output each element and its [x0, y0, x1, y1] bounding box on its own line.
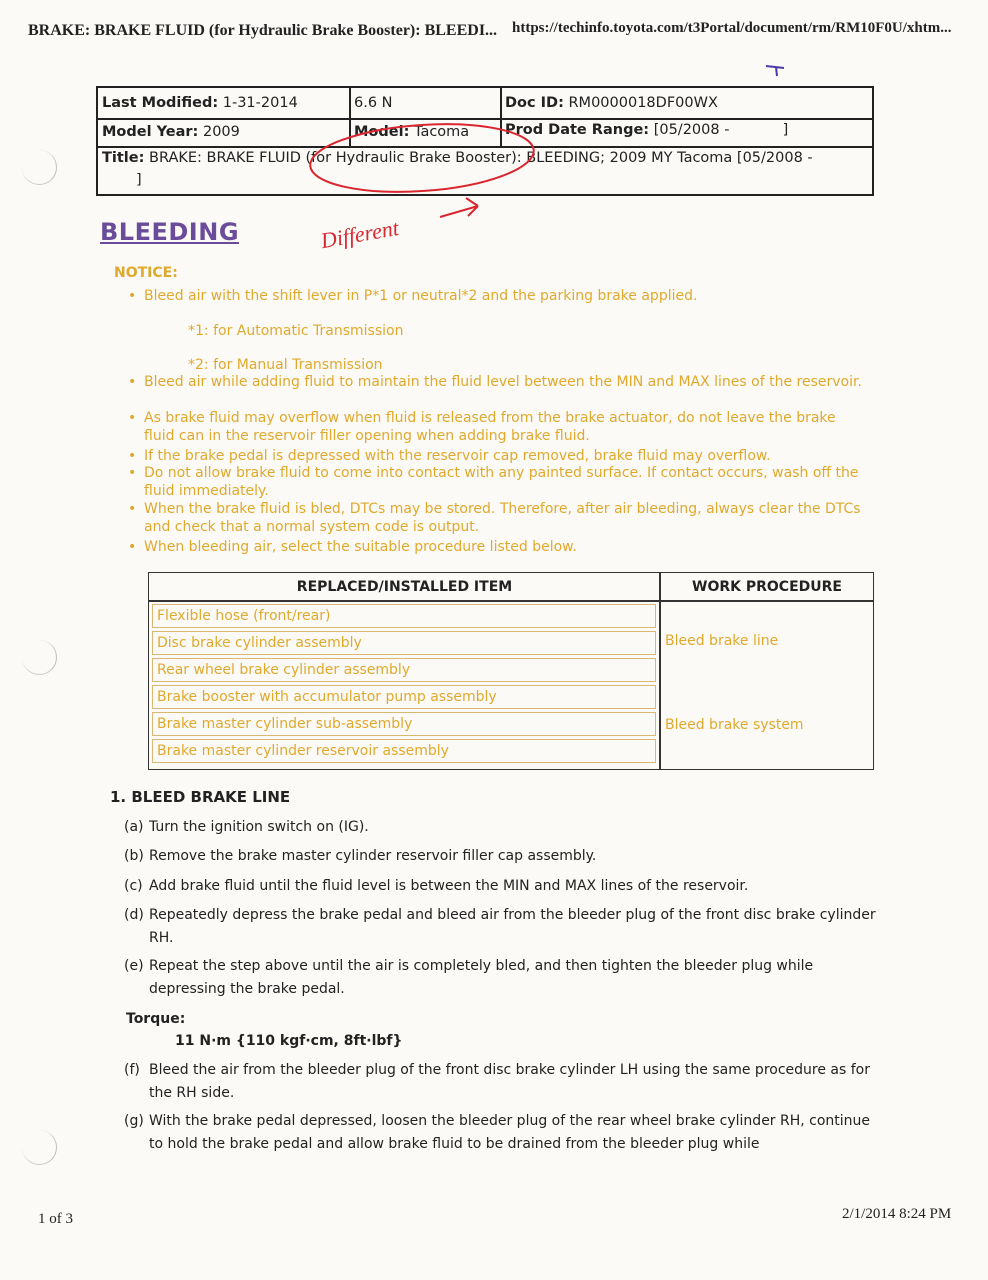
- step-text: Bleed the air from the bleeder plug of the front disc brake cylinder LH using the same procedure as for the RH side.: [149, 1062, 870, 1101]
- table-item: Flexible hose (front/rear): [152, 604, 656, 628]
- print-page-title: BRAKE: BRAKE FLUID (for Hydraulic Brake Booster): BLEEDI...: [28, 22, 498, 39]
- notice-subnote: *1: for Automatic Transmission: [188, 323, 404, 339]
- step-text: Add brake fluid until the fluid level is between the MIN and MAX lines of the reservoir.: [149, 878, 749, 894]
- handwritten-note: Different: [318, 214, 401, 254]
- notice-bullet: [128, 447, 868, 465]
- table-rule: [149, 600, 873, 602]
- step-marker: (c): [124, 878, 143, 894]
- step-item: [124, 816, 884, 839]
- model-label: Model:: [354, 124, 410, 140]
- procedure-cell: Bleed brake system: [665, 717, 804, 733]
- notice-text: • As brake fluid may overflow when fluid is released from the brake actuator, do not leave the brake fluid can in the reservoir filler opening when adding brake fluid.: [144, 410, 836, 444]
- step-item: [124, 1059, 884, 1105]
- red-circle-mark: [308, 117, 536, 198]
- step-marker: (g): [124, 1113, 144, 1129]
- notice-bullet: [128, 409, 868, 445]
- table-item: Brake booster with accumulator pump assembly: [152, 685, 656, 709]
- notice-bullet: [128, 287, 868, 305]
- pen-mark: [766, 66, 784, 76]
- print-page-url: https://techinfo.toyota.com/t3Portal/document/rm/RM10F0U/xhtm...: [512, 20, 952, 36]
- step-item: [124, 1110, 884, 1156]
- step-text: Repeatedly depress the brake pedal and bleed air from the bleeder plug of the front disc brake cylinder RH.: [149, 907, 876, 946]
- step-text: Turn the ignition switch on (IG).: [149, 819, 369, 835]
- step-marker: (f): [124, 1062, 140, 1078]
- prod-date-label: Prod Date Range:: [505, 122, 650, 138]
- last-modified-value: 1-31-2014: [222, 95, 298, 111]
- title-value: BRAKE: BRAKE FLUID (for Hydraulic Brake Booster): BLEEDING; 2009 MY Tacoma [05/2008 -: [149, 150, 813, 166]
- table-item: Rear wheel brake cylinder assembly: [152, 658, 656, 682]
- notice-text: • When bleeding air, select the suitable procedure listed below.: [144, 539, 577, 555]
- step-text: With the brake pedal depressed, loosen the bleeder plug of the rear wheel brake cylinder RH, continue to hold the brake pedal and allow brake fluid to be drained from the bleeder plug while: [149, 1113, 871, 1152]
- notice-text: • Do not allow brake fluid to come into contact with any painted surface. If contact occurs, wash off the fluid immediately.: [144, 465, 859, 499]
- step-item: [124, 904, 884, 950]
- title-value-cont: ]: [136, 172, 142, 188]
- procedure-table: [148, 572, 874, 770]
- notice-text: • Bleed air with the shift lever in P*1 or neutral*2 and the parking brake applied.: [144, 288, 698, 304]
- notice-text: • Bleed air while adding fluid to maintain the fluid level between the MIN and MAX lines of the reservoir.: [144, 374, 862, 390]
- step-item: [124, 955, 884, 1001]
- step-marker: (d): [124, 907, 144, 923]
- notice-bullet: [128, 538, 868, 556]
- step-text: Remove the brake master cylinder reservoir filler cap assembly.: [149, 848, 597, 864]
- model-value: Tacoma: [413, 124, 470, 140]
- title-label: Title:: [102, 150, 145, 166]
- step-item: [124, 875, 884, 898]
- table-item: Brake master cylinder reservoir assembly: [152, 739, 656, 763]
- prod-date-start: [05/2008 -: [653, 122, 730, 138]
- model-year-value: 2009: [202, 124, 240, 140]
- steps-heading: 1. BLEED BRAKE LINE: [110, 788, 291, 806]
- table-rule: [659, 573, 661, 769]
- column-header: REPLACED/INSTALLED ITEM: [296, 579, 513, 595]
- prod-date-end: ]: [782, 122, 789, 138]
- torque-value: 11 N·m {110 kgf·cm, 8ft·lbf}: [175, 1033, 403, 1049]
- section-heading: BLEEDING: [100, 218, 240, 246]
- doc-id-label: Doc ID:: [505, 95, 564, 111]
- torque-label: Torque:: [126, 1011, 186, 1027]
- notice-text: • When the brake fluid is bled, DTCs may be stored. Therefore, after air bleeding, always clear the DTCs and check that a normal system code is output.: [144, 501, 861, 535]
- notice-label: NOTICE:: [114, 265, 178, 281]
- procedure-cell: Bleed brake line: [665, 633, 779, 649]
- step-item: [124, 845, 884, 868]
- notice-bullet: [128, 373, 868, 391]
- step-marker: (b): [124, 848, 144, 864]
- table-item: Disc brake cylinder assembly: [152, 631, 656, 655]
- step-marker: (a): [124, 819, 144, 835]
- last-modified-label: Last Modified:: [102, 95, 219, 111]
- notice-text: • If the brake pedal is depressed with the reservoir cap removed, brake fluid may overflow.: [144, 448, 771, 464]
- doc-id-value: RM0000018DF00WX: [568, 95, 718, 111]
- notice-bullet: [128, 500, 868, 536]
- step-marker: (e): [124, 958, 144, 974]
- notice-subnote: *2: for Manual Transmission: [188, 357, 383, 373]
- page-number: 1 of 3: [38, 1211, 73, 1227]
- model-year-label: Model Year:: [102, 124, 199, 140]
- step-text: Repeat the step above until the air is completely bled, and then tighten the bleeder plug while depressing the brake pedal.: [149, 958, 814, 997]
- notice-bullet: [128, 464, 868, 500]
- version-value: 6.6 N: [354, 95, 393, 111]
- arrow-icon: [440, 198, 478, 217]
- column-header: WORK PROCEDURE: [692, 579, 842, 595]
- table-item: Brake master cylinder sub-assembly: [152, 712, 656, 736]
- print-date: 2/1/2014 8:24 PM: [842, 1206, 952, 1222]
